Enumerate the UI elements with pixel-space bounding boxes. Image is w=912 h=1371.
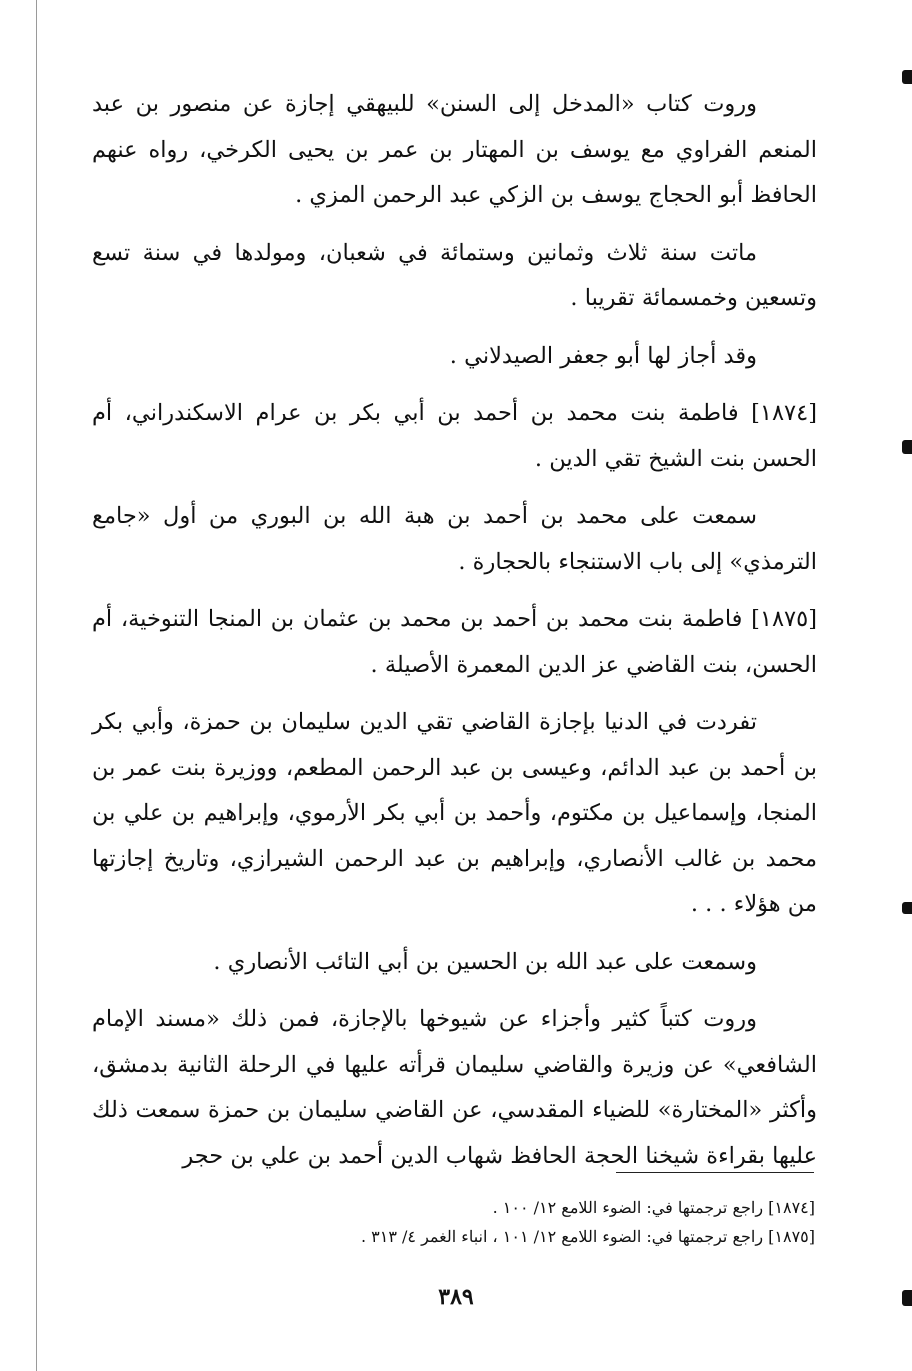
page-number: ٣٨٩ — [438, 1284, 474, 1310]
footnote: [١٨٧٤] راجع ترجمتها في: الضوء اللامع ١٢/ ١٠٠ . — [492, 1198, 815, 1217]
paragraph: وسمعت على عبد الله بن الحسين بن أبي التائب الأنصاري . — [213, 948, 757, 975]
edge-mark — [902, 70, 912, 84]
entry-heading-1874: [١٨٧٤] فاطمة بنت محمد بن أحمد بن أبي بكر بن عرام الاسكندراني، أم الحسن بنت الشيخ تقي الدين . — [92, 400, 817, 472]
page-binding-line — [36, 0, 37, 1371]
edge-mark — [902, 902, 912, 914]
footnote: [١٨٧٥] راجع ترجمتها في: الضوء اللامع ١٢/ ١٠١ ، انباء الغمر ٤/ ٣١٣ . — [360, 1227, 815, 1246]
paragraph: ماتت سنة ثلاث وثمانين وستمائة في شعبان، ومولدها في سنة تسع وتسعين وخمسمائة تقريبا . — [92, 239, 817, 311]
paragraph: وقد أجاز لها أبو جعفر الصيدلاني . — [449, 342, 757, 369]
footnote-separator — [616, 1172, 814, 1173]
paragraph: تفردت في الدنيا بإجازة القاضي تقي الدين سليمان بن حمزة، وأبي بكر بن أحمد بن عبد الدائم، وعيسى بن عبد الرحمن المطعم، ووزيرة بنت عمر بن المنجا، وإسماعيل بن مكتوم، وأحمد بن أبي بكر الأرموي، وإبراهيم بن علي بن محمد بن غالب الأنصاري، وإبراهيم بن عبد الرحمن الشيرازي، وتاريخ إجازتها من هؤلاء . . . — [92, 709, 817, 917]
paragraph: وروت كتاب «المدخل إلى السنن» للبيهقي إجازة عن منصور بن عبد المنعم الفراوي مع يوسف بن المهتار بن عمر بن يحيى الكرخي، رواه عنهم الحافظ أبو الحجاج يوسف بن الزكي عبد الرحمن المزي . — [92, 91, 817, 208]
entry-heading-1875: [١٨٧٥] فاطمة بنت محمد بن أحمد بن محمد بن عثمان بن المنجا التنوخية، أم الحسن، بنت القاضي عز الدين المعمرة الأصيلة . — [92, 606, 817, 678]
paragraph: سمعت على محمد بن أحمد بن هبة الله بن البوري من أول «جامع الترمذي» إلى باب الاستنجاء بالحجارة . — [92, 503, 817, 575]
main-text — [92, 82, 817, 1191]
edge-mark — [902, 1290, 912, 1306]
edge-mark — [902, 440, 912, 454]
footnotes — [260, 1193, 815, 1251]
paragraph: وروت كتباً كثير وأجزاء عن شيوخها بالإجازة، فمن ذلك «مسند الإمام الشافعي» عن وزيرة والقاضي سليمان قرأته عليها في الرحلة الثانية بدمشق، وأكثر «المختارة» للضياء المقدسي، عن القاضي سليمان بن حمزة سمعت ذلك عليها بقراءة شيخنا الحجة الحافظ شهاب الدين أحمد بن علي بن حجر — [92, 1006, 817, 1169]
